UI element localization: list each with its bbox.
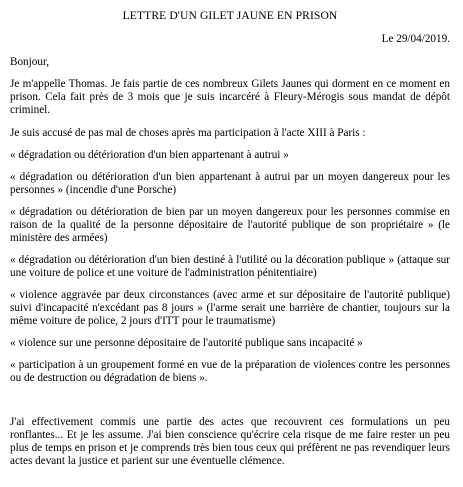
- charge-item: « dégradation ou détérioration d'un bien appartenant à autrui »: [10, 149, 289, 161]
- letter-date: Le 29/04/2019.: [381, 33, 450, 45]
- letter-accused-paragraph: Je suis accusé de pas mal de choses après ma participation à l'acte XIII à Paris :: [10, 127, 366, 139]
- charge-item: « participation à un groupement formé en vue de la préparation de violences contre les personnes ou de destruction ou dégradation de biens ».: [10, 359, 450, 384]
- letter-closing-paragraph: J'ai effectivement commis une partie des actes que recouvrent ces formulations un peu ronflantes... Et je les assume. J'ai bien conscience qu'écrire cela risque de me faire rester un peu plus de temps en prison et je comprends très bien tous ceux qui préfèrent ne pas revendiquer leurs actes devant la justice et parient sur une éventuelle clémence.: [10, 416, 450, 467]
- paragraph-spacer: [10, 394, 450, 416]
- charges-list: [10, 149, 450, 385]
- charge-item: « dégradation ou détérioration de bien par un moyen dangereux pour les personnes commise en raison de la qualité de la personne dépositaire de l'autorité publique de son propriétaire » (le ministère des armées): [10, 206, 450, 244]
- charge-item: « dégradation ou détérioration d'un bien destiné à l'utilité ou la décoration publique » (attaque sur une voiture de police et une voiture de l'administration pénitentiaire): [10, 254, 450, 279]
- charge-item: « violence aggravée par deux circonstances (avec arme et sur dépositaire de l'autorité publique) suivi d'incapacité n'excédant pas 8 jours » (l'arme serait une barrière de chantier, toujours sur la même voiture de police, 2 jours d'ITT pour le traumatisme): [10, 289, 450, 327]
- letter-intro-paragraph: Je m'appelle Thomas. Je fais partie de ces nombreux Gilets Jaunes qui dorment en ce moment en prison. Cela fait près de 3 mois que je suis incarcéré à Fleury-Mérogis sous mandat de dépôt criminel.: [10, 78, 450, 116]
- letter-title: LETTRE D'UN GILET JAUNE EN PRISON: [122, 9, 338, 22]
- letter-greeting: Bonjour,: [10, 56, 50, 68]
- charge-item: « violence sur une personne dépositaire de l'autorité publique sans incapacité »: [10, 337, 363, 349]
- charge-item: « dégradation ou détérioration d'un bien appartenant à autrui par un moyen dangereux pour les personnes » (incendie d'une Porsche): [10, 171, 450, 196]
